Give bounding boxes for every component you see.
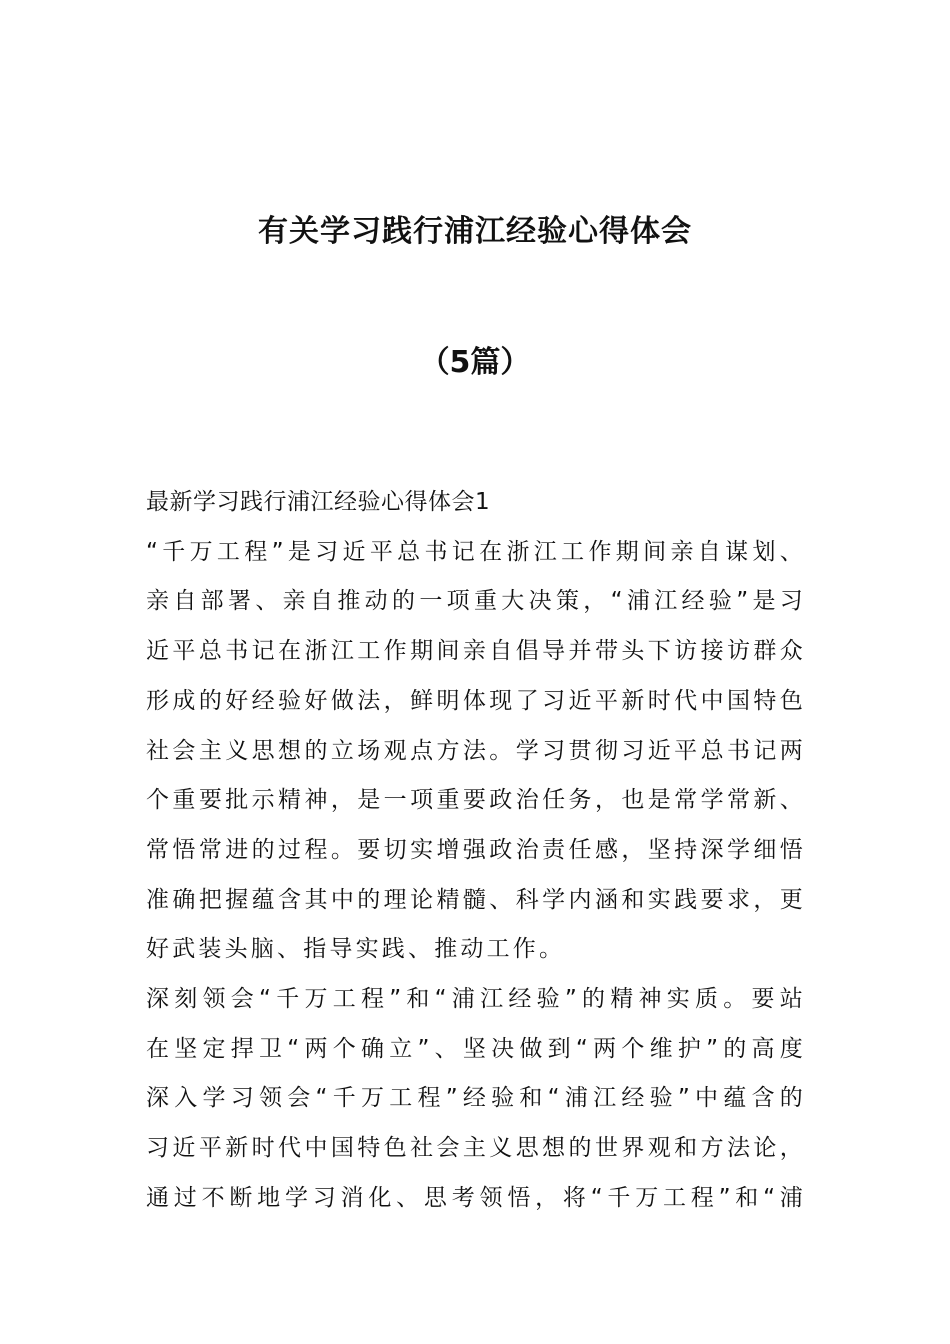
paragraph-line: 近平总书记在浙江工作期间亲自倡导并带头下访接访群众	[146, 638, 806, 665]
paragraph-line: 通过不断地学习消化、思考领悟，将“千万工程”和“浦	[146, 1184, 806, 1211]
paragraph-line: 习近平新时代中国特色社会主义思想的世界观和方法论，	[146, 1135, 806, 1162]
section-heading: 最新学习践行浦江经验心得体会1	[146, 489, 491, 515]
paragraph-line: 常悟常进的过程。要切实增强政治责任感，坚持深学细悟	[146, 836, 806, 863]
paragraph-1	[146, 528, 806, 975]
paragraph-line: 准确把握蕴含其中的理论精髓、科学内涵和实践要求，更	[146, 886, 806, 913]
paragraph-line: 在坚定捍卫“两个确立”、坚决做到“两个维护”的高度	[146, 1035, 806, 1062]
paragraph-line: 深入学习领会“千万工程”经验和“浦江经验”中蕴含的	[146, 1085, 806, 1112]
paragraph-line: 形成的好经验好做法，鲜明体现了习近平新时代中国特色	[146, 687, 806, 714]
paragraph-line: 好武装头脑、指导实践、推动工作。	[146, 936, 566, 963]
paragraph-line: 深刻领会“千万工程”和“浦江经验”的精神实质。要站	[146, 986, 806, 1013]
paragraph-line: 亲自部署、亲自推动的一项重大决策，“浦江经验”是习	[146, 588, 806, 615]
paragraph-line: 社会主义思想的立场观点方法。学习贯彻习近平总书记两	[146, 737, 806, 764]
paragraph-2	[146, 975, 806, 1224]
document-title: 有关学习践行浦江经验心得体会	[258, 214, 692, 249]
paragraph-line: 个重要批示精神，是一项重要政治任务，也是常学常新、	[146, 787, 806, 814]
document-body	[146, 478, 806, 1224]
paragraph-line: “千万工程”是习近平总书记在浙江工作期间亲自谋划、	[146, 538, 806, 565]
document-subtitle: （5篇）	[419, 345, 531, 380]
